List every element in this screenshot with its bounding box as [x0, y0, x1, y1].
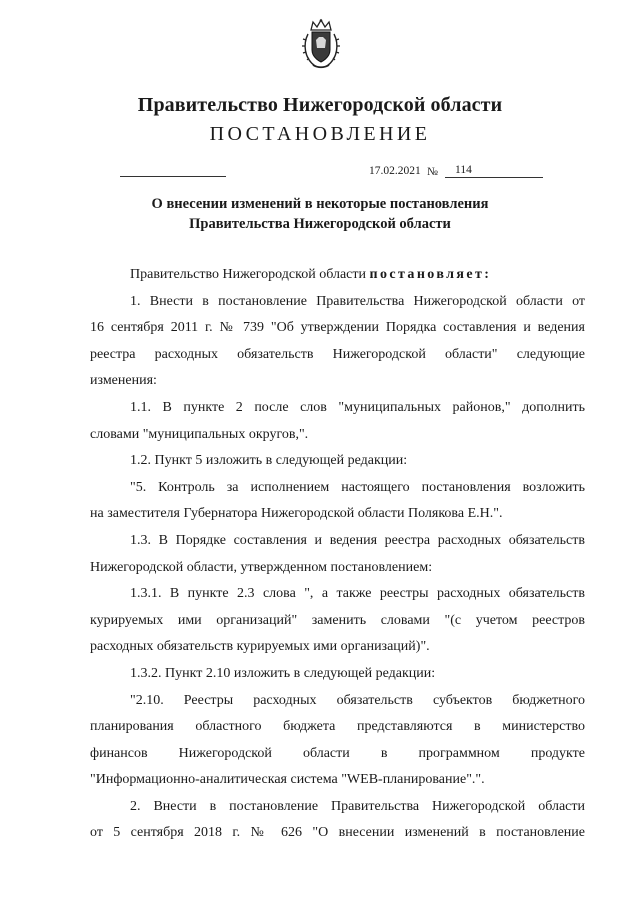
body-line: "2.10. Реестры расходных обязательств субъектов бюджетного: [130, 692, 585, 708]
document-number: 114: [445, 165, 543, 178]
intro-text: Правительство Нижегородской области: [130, 267, 370, 282]
body-line: 1. Внести в постановление Правительства Нижегородской области от: [130, 293, 585, 309]
document-title: [0, 194, 640, 234]
body-line: 1.3. В Порядке составления и ведения реестра расходных обязательств: [130, 532, 585, 548]
body-line: 1.2. Пункт 5 изложить в следующей редакции:: [130, 453, 408, 469]
body-line: словами "муниципальных округов,".: [90, 426, 309, 442]
body-line: на заместителя Губернатора Нижегородской области Полякова Е.Н.".: [90, 506, 503, 522]
body-line: 1.3.1. В пункте 2.3 слова ", а также реестры расходных обязательств: [130, 586, 585, 602]
title-line: О внесении изменений в некоторые постановления: [151, 196, 489, 212]
document-type: ПОСТАНОВЛЕНИЕ: [209, 123, 431, 145]
body-line: "5. Контроль за исполнением настоящего постановления возложить: [130, 479, 585, 495]
body-line: реестра расходных обязательств Нижегородской области" следующие: [90, 346, 585, 362]
body-line: 2. Внести в постановление Правительства Нижегородской области: [130, 798, 585, 814]
body-line: Нижегородской области, утвержденном постановлением:: [90, 559, 433, 575]
blank-line: [120, 176, 226, 177]
body-line: курируемых ими организаций" заменить словами "(с учетом реестров: [90, 612, 585, 628]
body-line: финансов Нижегородской области в программном продукте: [90, 745, 585, 761]
body-line: 1.3.2. Пункт 2.10 изложить в следующей редакции:: [130, 665, 436, 681]
body-line: от 5 сентября 2018 г. № 626 "О внесении изменений в постановление: [90, 825, 585, 841]
government-name: Правительство Нижегородской области: [137, 94, 503, 116]
body-line: "Информационно-аналитическая система "WEB-планирование".".: [90, 772, 485, 788]
body-line: 1.1. В пункте 2 после слов "муниципальных районов," дополнить: [130, 399, 585, 415]
intro-paragraph: [90, 262, 585, 289]
title-line: Правительства Нижегородской области: [189, 216, 451, 232]
body-line: планирования областного бюджета представляются в министерство: [90, 719, 585, 735]
number-sign: №: [427, 166, 438, 178]
body-line: расходных обязательств курируемых ими организаций)".: [90, 639, 430, 655]
coat-of-arms-icon: [301, 18, 341, 70]
document-body: [90, 262, 585, 847]
document-date: 17.02.2021: [369, 165, 421, 177]
resolves-word: постановляет:: [369, 267, 492, 282]
body-line: изменения:: [90, 373, 157, 389]
body-line: 16 сентября 2011 г. № 739 "Об утверждении Порядка составления и ведения: [90, 320, 585, 336]
